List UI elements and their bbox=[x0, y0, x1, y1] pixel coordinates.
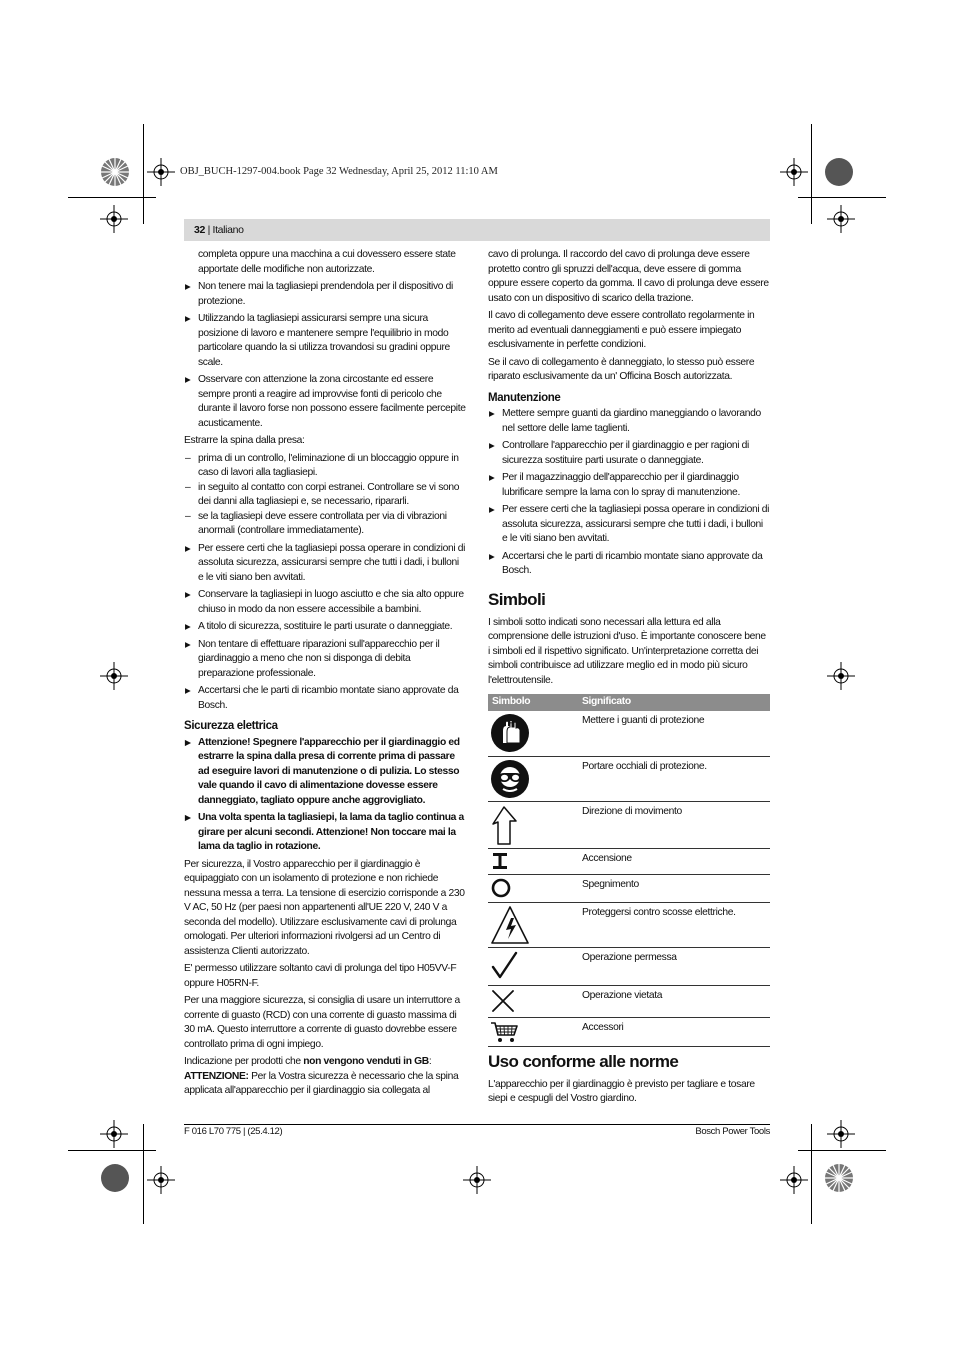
bullet-item: ▶ Per essere certi che la tagliasiepi possa operare in condizioni di assoluta sicurezza, assicurarsi sempre che tutti i dadi, i bulloni e le viti siano ben avvitati. bbox=[184, 542, 466, 586]
cross-icon bbox=[490, 988, 516, 1014]
bullet-item: ▶ Mettere sempre guanti da giardino maneggiando o lavorando nel settore delle lame taglienti. bbox=[488, 407, 770, 436]
header-separator: | bbox=[207, 224, 210, 236]
paragraph: E' permesso utilizzare soltanto cavi di prolunga del tipo H05VV-F oppure H05RN-F. bbox=[184, 963, 457, 989]
paragraph: completa oppure una macchina a cui dovessero essere state apportate delle modifiche non autorizzate. bbox=[198, 249, 456, 275]
registration-target-icon bbox=[780, 158, 808, 186]
book-info-line: OBJ_BUCH-1297-004.book Page 32 Wednesday, April 25, 2012 11:10 AM bbox=[180, 166, 498, 177]
gloves-icon bbox=[490, 713, 530, 753]
footer-brand: Bosch Power Tools bbox=[695, 1126, 770, 1137]
symbol-meaning: Mettere i guanti di protezione bbox=[578, 711, 770, 756]
bullet-item: ▶ Accertarsi che le parti di ricambio montate siano approvate da Bosch. bbox=[488, 550, 770, 579]
bullet-item: ▶ Non tentare di effettuare riparazioni sull'apparecchio per il giardinaggio a meno che non si disponga di debita preparazione professionale. bbox=[184, 638, 466, 682]
electric-shock-icon bbox=[490, 905, 532, 945]
registration-target-icon bbox=[827, 1120, 855, 1148]
registration-target-icon bbox=[100, 1120, 128, 1148]
symbol-meaning: Accensione bbox=[578, 848, 770, 874]
bullet-item: ▶ Osservare con attenzione la zona circostante ed essere sempre pronti a reagire ad improvvise fonti di pericolo che durante il lavoro forse non possono essere facilmente percepite acusticamente. bbox=[184, 373, 466, 431]
bullet-item: ▶ Una volta spenta la tagliasiepi, la lama da taglio continua a girare per alcuni secondi. Attenzione! Non toccare mai la lama da taglio in rotazione. bbox=[184, 811, 466, 855]
paragraph: I simboli sotto indicati sono necessari alla lettura ed alla comprensione delle istruzioni d'uso. È importante conoscere bene i simboli ed il rispettivo significato. Un'interpretazione corretta dei simboli contribuisce ad utilizzare meglio ed in modo più sicuro l'elettroutensile. bbox=[488, 616, 766, 686]
power-on-icon bbox=[490, 851, 514, 871]
arrow-up-icon bbox=[490, 804, 530, 846]
registration-target-icon bbox=[827, 662, 855, 690]
table-row bbox=[488, 711, 770, 756]
bullet-item: ▶ Conservare la tagliasiepi in luogo asciutto e che sia alto oppure chiuso in modo da non essere accessibile a bambini. bbox=[184, 588, 466, 617]
header-language: Italiano bbox=[212, 224, 244, 236]
symbol-meaning: Direzione di movimento bbox=[578, 801, 770, 848]
cart-icon bbox=[490, 1020, 520, 1044]
paragraph: Per sicurezza, il Vostro apparecchio per il giardinaggio è equipaggiato con un isolamento di protezione e non richiede nessuna messa a terra. La tensione di esercizio corrisponde a 230 V AC, 50 Hz (per paesi non appartenenti all'UE 220 V, 240 V a seconda del modello). Utilizzare esclusivamente cavi di prolunga omologati. Per ulteriori informazioni rivolgersi ad un Centro di assistenza Clienti autorizzato. bbox=[184, 858, 465, 957]
bullet-item: ▶ Per il magazzinaggio dell'apparecchio per il giardinaggio lubrificare sempre la lama con lo spray di manutenzione. bbox=[488, 471, 770, 500]
bullet-item: ▶ Controllare l'apparecchio per il giardinaggio e per ragioni di sicurezza sostituire parti usurate o danneggiate. bbox=[488, 439, 770, 468]
bullet-item: ▶ A titolo di sicurezza, sostituire le parti usurate o danneggiate. bbox=[184, 620, 466, 635]
paragraph: L'apparecchio per il giardinaggio è previsto per tagliare e tosare siepi e cespugli del Vostro giardino. bbox=[488, 1078, 755, 1104]
table-row bbox=[488, 1017, 770, 1046]
registration-target-icon bbox=[147, 1166, 175, 1194]
table-row bbox=[488, 848, 770, 874]
color-wheel-icon bbox=[824, 1163, 854, 1193]
symbol-meaning: Portare occhiali di protezione. bbox=[578, 756, 770, 801]
dash-item: – prima di un controllo, l'eliminazione di un bloccaggio oppure in caso di lavori alla tagliasiepi. bbox=[184, 452, 466, 481]
section-heading-intended-use: Uso conforme alle norme bbox=[488, 1051, 679, 1071]
bullet-item: ▶ Non tenere mai la tagliasiepi prendendola per il dispositivo di protezione. bbox=[184, 280, 466, 309]
check-icon bbox=[490, 950, 520, 980]
dash-item: – se la tagliasiepi deve essere controllata per via di vibrazioni anormali (controllare immediatamente). bbox=[184, 510, 466, 539]
symbol-meaning: Spegnimento bbox=[578, 874, 770, 902]
paragraph: Il cavo di collegamento deve essere controllato regolarmente in merito ad eventuali danneggiamenti e può essere impiegato esclusivamente in perfette condizioni. bbox=[488, 310, 755, 350]
bullet-item: ▶ Accertarsi che le parti di ricambio montate siano approvate da Bosch. bbox=[184, 684, 466, 713]
symbol-meaning: Accessori bbox=[578, 1017, 770, 1046]
section-heading-electrical: Sicurezza elettrica bbox=[184, 720, 278, 732]
power-off-icon bbox=[490, 877, 514, 899]
symbols-table bbox=[488, 694, 770, 1047]
goggles-icon bbox=[490, 759, 530, 799]
symbol-meaning: Operazione permessa bbox=[578, 947, 770, 985]
paragraph: Indicazione per prodotti che non vengono venduti in GB: bbox=[184, 1056, 432, 1067]
symbol-meaning: Proteggersi contro scosse elettriche. bbox=[578, 902, 770, 947]
table-header-row bbox=[488, 694, 770, 711]
page-header bbox=[184, 219, 770, 241]
grey-circle-icon bbox=[100, 1163, 130, 1193]
table-row bbox=[488, 801, 770, 848]
dash-item: – in seguito al contatto con corpi estranei. Controllare se vi sono dei danni alla tagliasiepi e, se necessario, ripararli. bbox=[184, 481, 466, 510]
color-wheel-icon bbox=[100, 157, 130, 187]
table-row bbox=[488, 985, 770, 1017]
grey-circle-icon bbox=[824, 157, 854, 187]
paragraph: ATTENZIONE: Per la Vostra sicurezza è necessario che la spina applicata all'apparecchio per il giardinaggio sia collegata al bbox=[184, 1070, 459, 1096]
registration-target-icon bbox=[147, 158, 175, 186]
bullet-item: ▶ Utilizzando la tagliasiepi assicurarsi sempre una sicura posizione di lavoro e mantenere sempre l'equilibrio in modo particolare quando la si utilizza trovandosi su gradini oppure scale. bbox=[184, 312, 466, 370]
page-number: 32 bbox=[194, 224, 205, 236]
section-heading-maintenance: Manutenzione bbox=[488, 391, 561, 404]
paragraph: cavo di prolunga. Il raccordo del cavo di prolunga deve essere protetto contro gli spruzzi dell'acqua, deve essere di gomma oppure essere coperto da gomma. Il cavo di prolunga deve essere usato con un dispositivo di scarico della trazione. bbox=[488, 249, 769, 304]
bullet-item: ▶ Attenzione! Spegnere l'apparecchio per il giardinaggio ed estrarre la spina dalla presa di corrente prima di passare ad eseguire lavori di manutenzione o di pulizia. Lo stesso vale quando il cavo di alimentazione dovesse essere danneggiato, tagliato oppure anche aggrovigliato. bbox=[184, 736, 466, 809]
footer-divider bbox=[184, 1124, 770, 1125]
registration-target-icon bbox=[100, 205, 128, 233]
paragraph: Se il cavo di collegamento è danneggiato, lo stesso può essere riparato esclusivamente da un' Officina Bosch autorizzata. bbox=[488, 356, 755, 382]
registration-target-icon bbox=[827, 205, 855, 233]
left-column bbox=[184, 248, 466, 1102]
registration-target-icon bbox=[100, 662, 128, 690]
paragraph: Per una maggiore sicurezza, si consiglia di usare un interruttore a corrente di guasto (RCD) con una corrente di guasto massima di 30 mA. Questo interruttore a corrente di guasto dovrebbe essere controllato prima di ogni impiego. bbox=[184, 995, 460, 1050]
symbol-meaning: Operazione vietata bbox=[578, 985, 770, 1017]
table-row bbox=[488, 947, 770, 985]
table-row bbox=[488, 902, 770, 947]
footer-document-code: F 016 L70 775 | (25.4.12) bbox=[184, 1126, 283, 1137]
table-row bbox=[488, 756, 770, 801]
section-heading-symbols: Simboli bbox=[488, 589, 546, 609]
registration-target-icon bbox=[463, 1166, 491, 1194]
column-header-meaning: Significato bbox=[578, 694, 770, 711]
paragraph: Estrarre la spina dalla presa: bbox=[184, 435, 305, 446]
column-header-symbol: Simbolo bbox=[488, 694, 578, 711]
bullet-item: ▶ Per essere certi che la tagliasiepi possa operare in condizioni di assoluta sicurezza, assicurarsi sempre che tutti i dadi, i bulloni e le viti siano ben avvitati. bbox=[488, 503, 770, 547]
right-column bbox=[488, 248, 770, 1110]
table-row bbox=[488, 874, 770, 902]
registration-target-icon bbox=[780, 1166, 808, 1194]
